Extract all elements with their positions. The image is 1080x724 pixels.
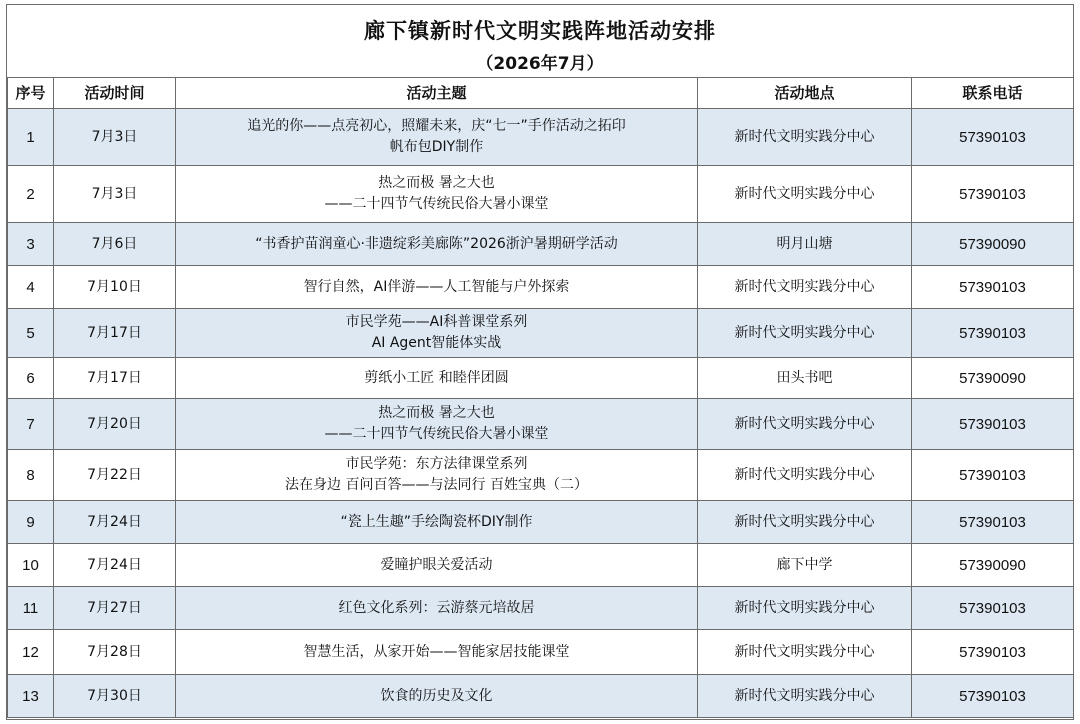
theme-line: 帆布包DIY制作 xyxy=(389,139,484,155)
table-row xyxy=(8,501,1074,544)
theme-line: 法在身边 百问百答——与法同行 百姓宝典（二） xyxy=(285,477,588,493)
row-number: 2 xyxy=(8,166,54,223)
row-phone: 57390103 xyxy=(912,587,1074,630)
row-number: 9 xyxy=(8,501,54,544)
row-phone: 57390090 xyxy=(912,358,1074,399)
row-number: 8 xyxy=(8,450,54,501)
row-date: 7月22日 xyxy=(54,450,176,501)
row-phone: 57390103 xyxy=(912,501,1074,544)
row-theme xyxy=(176,630,698,675)
table-row xyxy=(8,358,1074,399)
row-phone: 57390090 xyxy=(912,544,1074,587)
theme-line: “瓷上生趣”手绘陶瓷杯DIY制作 xyxy=(340,513,533,530)
row-date: 7月17日 xyxy=(54,309,176,358)
theme-line: 爱瞳护眼关爱活动 xyxy=(380,556,493,573)
theme-line: AI Agent智能体实战 xyxy=(371,335,502,351)
row-place: 新时代文明实践分中心 xyxy=(698,399,912,450)
row-place: 新时代文明实践分中心 xyxy=(698,266,912,309)
row-number: 7 xyxy=(8,399,54,450)
row-theme xyxy=(176,501,698,544)
row-date: 7月28日 xyxy=(54,630,176,675)
row-date: 7月10日 xyxy=(54,266,176,309)
row-theme xyxy=(176,399,698,450)
row-date: 7月6日 xyxy=(54,223,176,266)
row-number: 11 xyxy=(8,587,54,630)
theme-line: 追光的你——点亮初心，照耀未来，庆“七一”手作活动之拓印 xyxy=(247,118,626,134)
row-phone: 57390103 xyxy=(912,630,1074,675)
row-number: 13 xyxy=(8,675,54,718)
theme-line: 热之而极 暑之大也 xyxy=(378,405,495,421)
row-phone: 57390090 xyxy=(912,223,1074,266)
row-date: 7月20日 xyxy=(54,399,176,450)
theme-line: ——二十四节气传统民俗大暑小课堂 xyxy=(324,426,549,442)
schedule-table xyxy=(7,77,1074,718)
row-place: 新时代文明实践分中心 xyxy=(698,501,912,544)
table-row xyxy=(8,675,1074,718)
table-row xyxy=(8,587,1074,630)
row-place: 廊下中学 xyxy=(698,544,912,587)
table-row xyxy=(8,166,1074,223)
row-theme xyxy=(176,166,698,223)
row-phone: 57390103 xyxy=(912,109,1074,166)
row-date: 7月3日 xyxy=(54,109,176,166)
row-date: 7月3日 xyxy=(54,166,176,223)
row-place: 田头书吧 xyxy=(698,358,912,399)
row-place: 新时代文明实践分中心 xyxy=(698,675,912,718)
row-phone: 57390103 xyxy=(912,450,1074,501)
header-theme: 活动主题 xyxy=(176,78,698,109)
row-date: 7月17日 xyxy=(54,358,176,399)
table-row xyxy=(8,223,1074,266)
row-place: 新时代文明实践分中心 xyxy=(698,166,912,223)
table-row xyxy=(8,399,1074,450)
row-date: 7月30日 xyxy=(54,675,176,718)
theme-line: 智慧生活，从家开始——智能家居技能课堂 xyxy=(303,643,570,660)
row-place: 新时代文明实践分中心 xyxy=(698,450,912,501)
table-row xyxy=(8,109,1074,166)
row-theme xyxy=(176,358,698,399)
row-phone: 57390103 xyxy=(912,266,1074,309)
row-number: 3 xyxy=(8,223,54,266)
header-place: 活动地点 xyxy=(698,78,912,109)
table-header-row xyxy=(8,78,1074,109)
row-phone: 57390103 xyxy=(912,309,1074,358)
row-number: 5 xyxy=(8,309,54,358)
row-place: 明月山塘 xyxy=(698,223,912,266)
row-theme xyxy=(176,223,698,266)
row-place: 新时代文明实践分中心 xyxy=(698,587,912,630)
row-date: 7月24日 xyxy=(54,501,176,544)
row-number: 4 xyxy=(8,266,54,309)
row-theme xyxy=(176,309,698,358)
row-place: 新时代文明实践分中心 xyxy=(698,109,912,166)
row-place: 新时代文明实践分中心 xyxy=(698,630,912,675)
row-phone: 57390103 xyxy=(912,166,1074,223)
row-place: 新时代文明实践分中心 xyxy=(698,309,912,358)
table-body xyxy=(8,109,1074,718)
page-title: 廊下镇新时代文明实践阵地活动安排 xyxy=(364,19,716,43)
theme-line: 热之而极 暑之大也 xyxy=(378,175,495,191)
row-number: 6 xyxy=(8,358,54,399)
theme-line: 剪纸小工匠 和睦伴团圆 xyxy=(364,369,509,386)
row-theme xyxy=(176,544,698,587)
row-number: 12 xyxy=(8,630,54,675)
theme-line: ——二十四节气传统民俗大暑小课堂 xyxy=(324,196,549,212)
table-row xyxy=(8,544,1074,587)
row-theme xyxy=(176,450,698,501)
row-date: 7月24日 xyxy=(54,544,176,587)
header-date: 活动时间 xyxy=(54,78,176,109)
table-row xyxy=(8,630,1074,675)
theme-line: 智行自然，AI伴游——人工智能与户外探索 xyxy=(303,278,570,295)
theme-line: 市民学苑：东方法律课堂系列 xyxy=(345,456,528,472)
row-phone: 57390103 xyxy=(912,399,1074,450)
row-date: 7月27日 xyxy=(54,587,176,630)
row-number: 10 xyxy=(8,544,54,587)
table-row xyxy=(8,450,1074,501)
schedule-sheet xyxy=(6,4,1074,720)
theme-line: 红色文化系列：云游蔡元培故居 xyxy=(338,599,535,616)
row-theme xyxy=(176,266,698,309)
row-theme xyxy=(176,587,698,630)
row-phone: 57390103 xyxy=(912,675,1074,718)
theme-line: 饮食的历史及文化 xyxy=(380,687,493,704)
row-theme xyxy=(176,109,698,166)
table-row xyxy=(8,266,1074,309)
table-row xyxy=(8,309,1074,358)
theme-line: 市民学苑——AI科普课堂系列 xyxy=(345,314,528,330)
header-phone: 联系电话 xyxy=(912,78,1074,109)
row-number: 1 xyxy=(8,109,54,166)
header-no: 序号 xyxy=(8,78,54,109)
row-theme xyxy=(176,675,698,718)
page-subtitle: （2026年7月） xyxy=(476,54,604,74)
theme-line: “书香护苗润童心·非遗绽彩美廊陈”2026浙沪暑期研学活动 xyxy=(255,235,618,252)
